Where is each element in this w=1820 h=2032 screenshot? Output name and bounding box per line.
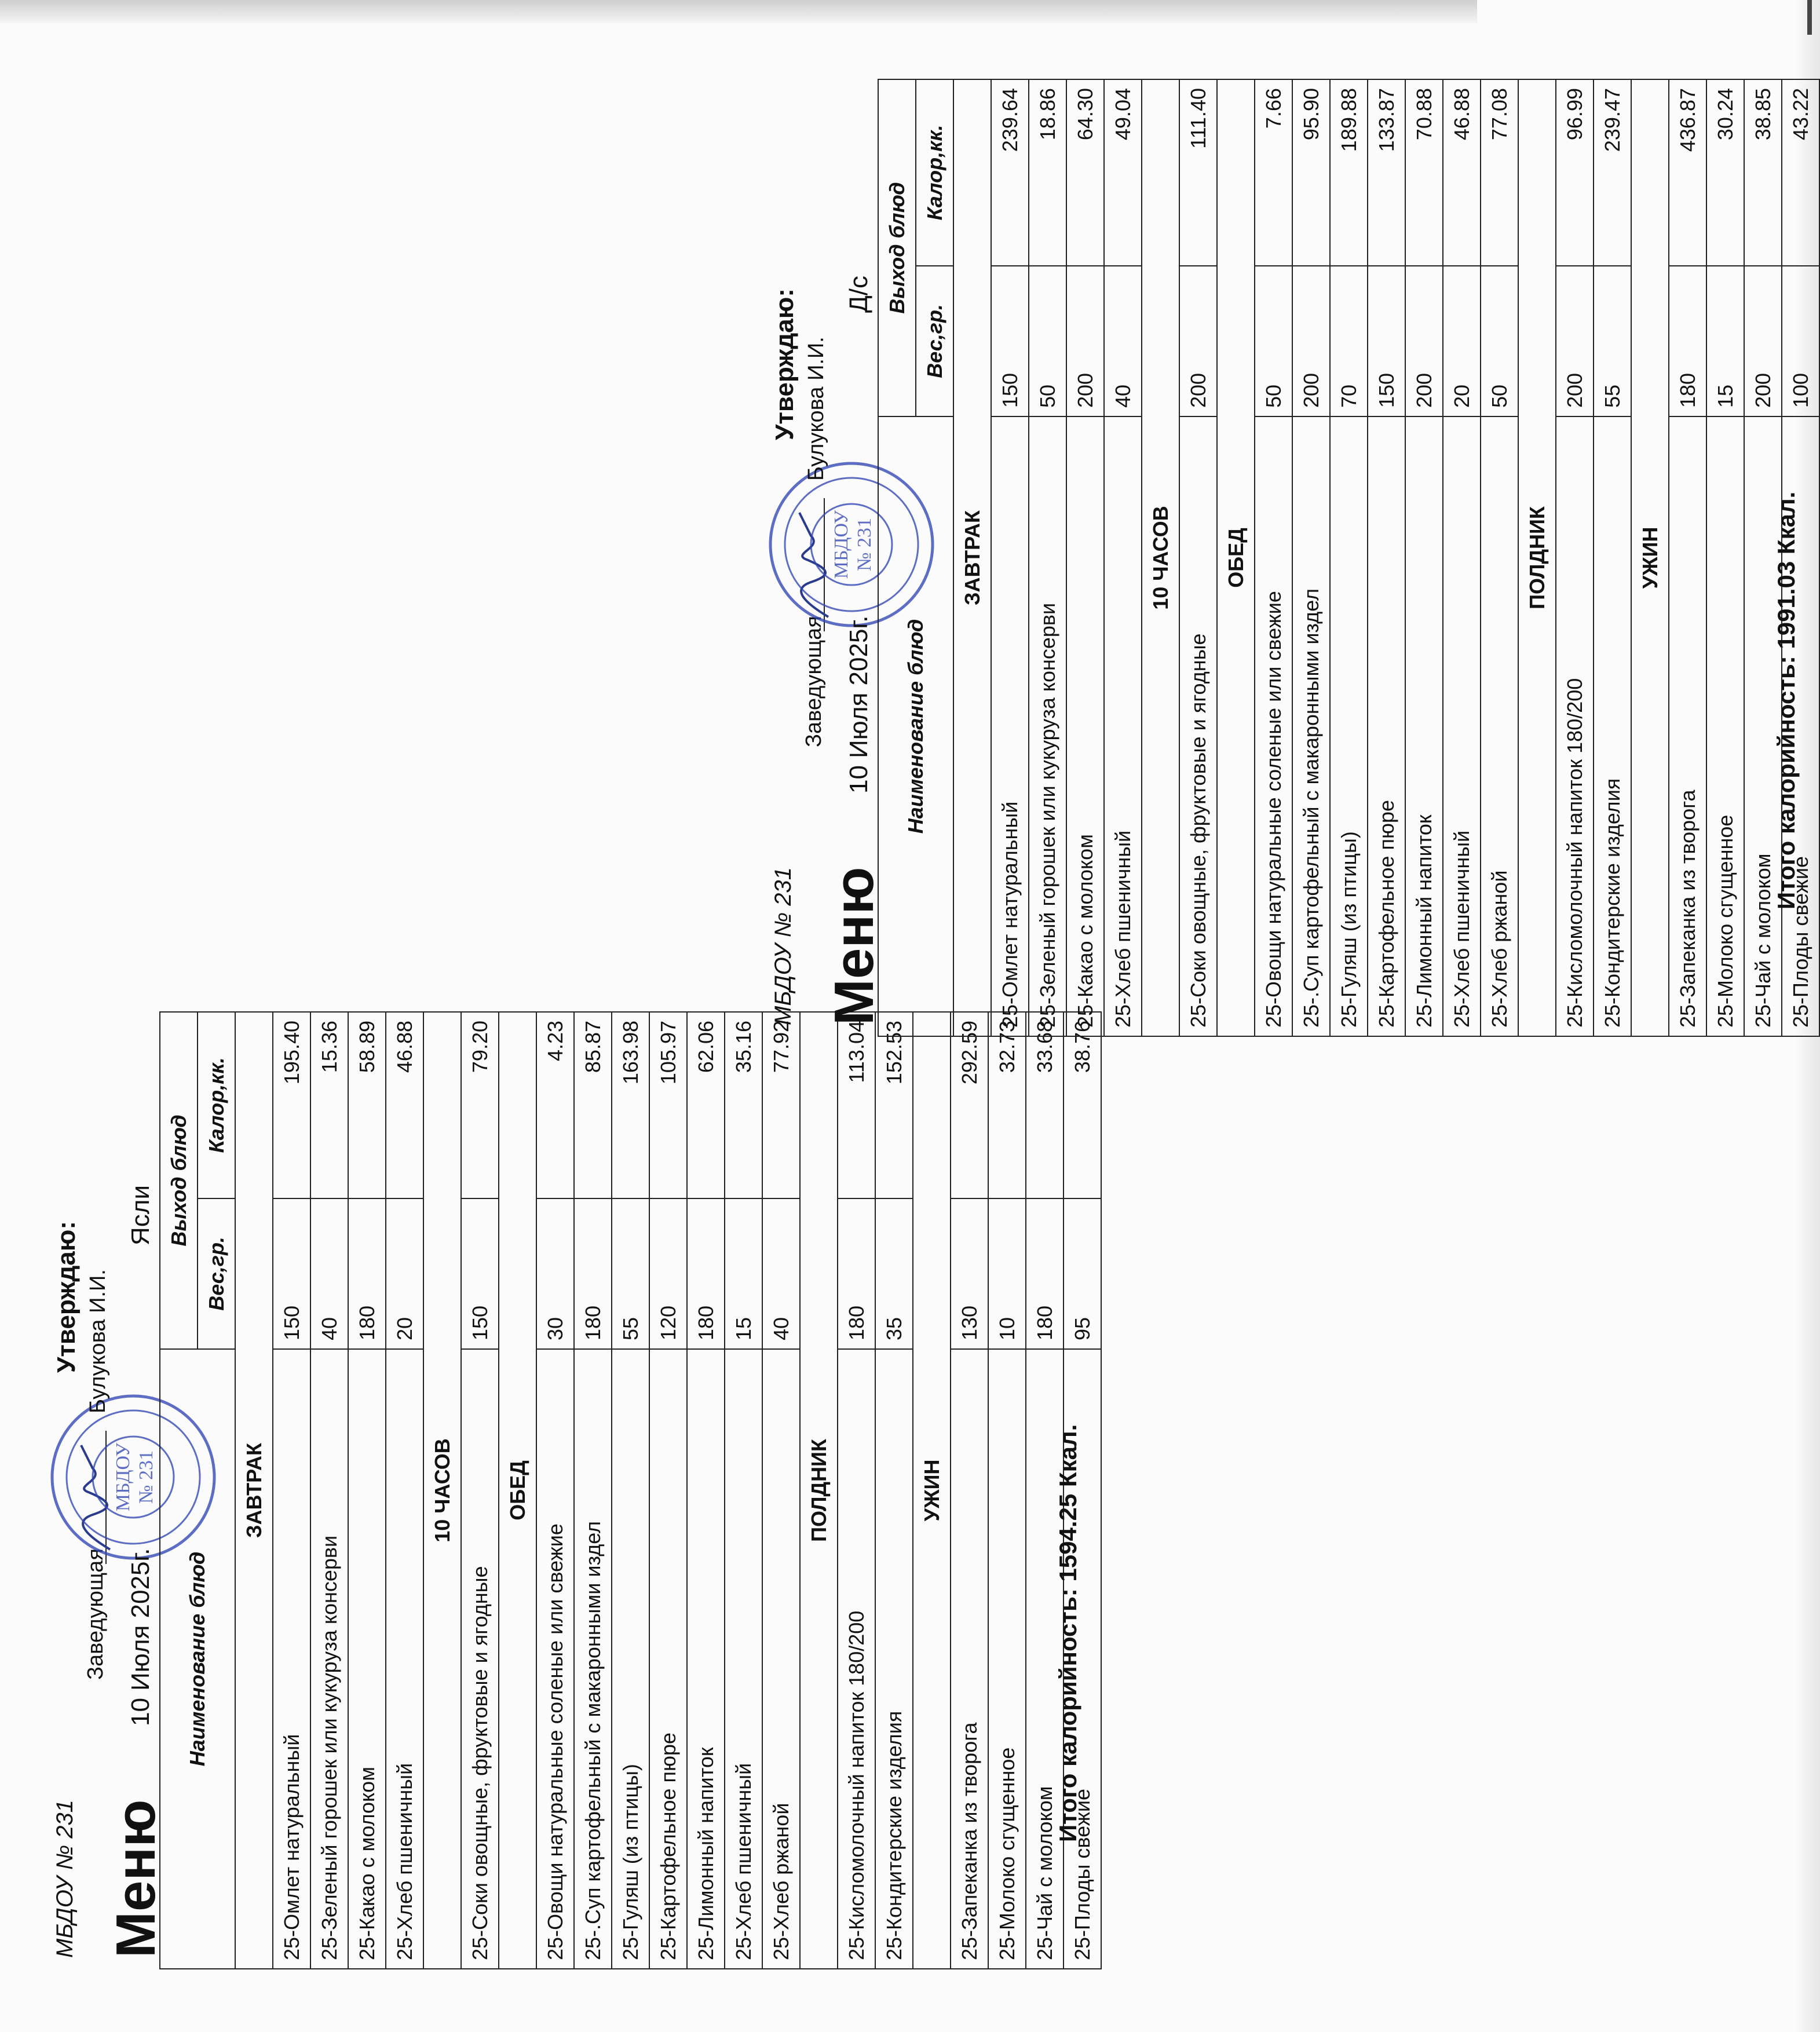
dish-calories: 163.98 bbox=[612, 1012, 649, 1198]
dish-calories: 7.66 bbox=[1255, 79, 1292, 266]
dish-name: 25-Соки овощные, фруктовые и ягодные bbox=[1179, 416, 1217, 1036]
table-row bbox=[1066, 79, 1104, 1036]
dish-weight: 95 bbox=[1064, 1198, 1101, 1349]
section-title: ОБЕД bbox=[499, 1012, 536, 1969]
dish-weight: 40 bbox=[310, 1198, 348, 1349]
dish-name: 25-Кисломолочный напиток 180/200 bbox=[838, 1349, 875, 1969]
dish-weight: 120 bbox=[649, 1198, 687, 1349]
menu-date: 10 Июля 2025г. bbox=[126, 1548, 155, 1726]
dish-weight: 200 bbox=[1556, 266, 1594, 416]
dish-calories: 85.87 bbox=[574, 1012, 612, 1198]
table-row bbox=[1179, 79, 1217, 1036]
dish-calories: 239.47 bbox=[1594, 79, 1631, 266]
dish-calories: 70.88 bbox=[1405, 79, 1443, 266]
dish-weight: 200 bbox=[1066, 266, 1104, 416]
table-row bbox=[386, 1012, 423, 1969]
dish-weight: 200 bbox=[1744, 266, 1782, 416]
dish-name: 25-Кондитерские изделия bbox=[1594, 416, 1631, 1036]
section-title: УЖИН bbox=[913, 1012, 951, 1969]
table-row bbox=[1330, 79, 1368, 1036]
table-row bbox=[273, 1012, 310, 1969]
scan-mark bbox=[1807, 0, 1812, 35]
dish-name: 25-Молоко сгущенное bbox=[988, 1349, 1026, 1969]
dish-name: 25-Картофельное пюре bbox=[649, 1349, 687, 1969]
dish-calories: 77.92 bbox=[762, 1012, 800, 1198]
dish-calories: 436.87 bbox=[1669, 79, 1706, 266]
dish-calories: 30.24 bbox=[1706, 79, 1744, 266]
dish-calories: 79.20 bbox=[461, 1012, 499, 1198]
table-row bbox=[762, 1012, 800, 1969]
group-label: Ясли bbox=[126, 1185, 155, 1245]
dish-name: 25-Чай с молоком bbox=[1744, 416, 1782, 1036]
dish-calories: 62.06 bbox=[687, 1012, 725, 1198]
table-row bbox=[1368, 79, 1405, 1036]
school-name: МБДОУ № 231 bbox=[52, 1800, 78, 1958]
total-calories: Итого калорийность: 1991.03 Ккал. bbox=[1773, 491, 1800, 909]
dish-calories: 105.97 bbox=[649, 1012, 687, 1198]
table-row bbox=[348, 1012, 386, 1969]
head-label: Заведующая bbox=[83, 1548, 108, 1680]
dish-weight: 200 bbox=[1405, 266, 1443, 416]
table-row bbox=[612, 1012, 649, 1969]
approve-label: Утверждаю: bbox=[52, 1221, 81, 1373]
menu-table bbox=[878, 79, 1820, 1037]
dish-calories: 38.85 bbox=[1744, 79, 1782, 266]
dish-name: 25-.Суп картофельный с макаронными издел bbox=[1292, 416, 1330, 1036]
table-row bbox=[1405, 79, 1443, 1036]
dish-weight: 150 bbox=[461, 1198, 499, 1349]
dish-calories: 133.87 bbox=[1368, 79, 1405, 266]
table-row bbox=[1104, 79, 1142, 1036]
col-weight: Вес,гр. bbox=[198, 1198, 235, 1349]
section-title: ЗАВТРАК bbox=[235, 1012, 273, 1969]
dish-weight: 150 bbox=[991, 266, 1029, 416]
table-row bbox=[536, 1012, 574, 1969]
dish-name: 25-Овощи натуральные соленые или свежие bbox=[536, 1349, 574, 1969]
dish-weight: 150 bbox=[273, 1198, 310, 1349]
dish-weight: 20 bbox=[386, 1198, 423, 1349]
dish-weight: 180 bbox=[687, 1198, 725, 1349]
dish-name: 25-Хлеб ржаной bbox=[762, 1349, 800, 1969]
table-row bbox=[1706, 79, 1744, 1036]
dish-name: 25-Омлет натуральный bbox=[273, 1349, 310, 1969]
dish-weight: 40 bbox=[1104, 266, 1142, 416]
dish-weight: 180 bbox=[1026, 1198, 1064, 1349]
table-row bbox=[461, 1012, 499, 1969]
dish-weight: 15 bbox=[725, 1198, 762, 1349]
dish-weight: 180 bbox=[574, 1198, 612, 1349]
total-calories: Итого калорийность: 1594.25 Ккал. bbox=[1054, 1424, 1081, 1842]
dish-name: 25-.Суп картофельный с макаронными издел bbox=[574, 1349, 612, 1969]
section-title: 10 ЧАСОВ bbox=[423, 1012, 461, 1969]
dish-calories: 113.04 bbox=[838, 1012, 875, 1198]
table-row bbox=[574, 1012, 612, 1969]
menu-sheet-kindergarten bbox=[770, 79, 1812, 1037]
table-row bbox=[838, 1012, 875, 1969]
dish-calories: 38.76 bbox=[1064, 1012, 1101, 1198]
dish-calories: 43.22 bbox=[1782, 79, 1819, 266]
dish-name: 25-Хлеб пшеничный bbox=[725, 1349, 762, 1969]
dish-name: 25-Запеканка из творога bbox=[1669, 416, 1706, 1036]
table-row bbox=[687, 1012, 725, 1969]
dish-name: 25-Хлеб ржаной bbox=[1481, 416, 1518, 1036]
dish-calories: 111.40 bbox=[1179, 79, 1217, 266]
director-name: Булукова И.И. bbox=[86, 1269, 110, 1413]
dish-weight: 50 bbox=[1255, 266, 1292, 416]
dish-name: 25-Плоды свежие bbox=[1064, 1349, 1101, 1969]
section-title: ОБЕД bbox=[1217, 79, 1255, 1036]
approve-label: Утверждаю: bbox=[770, 288, 799, 440]
dish-calories: 58.89 bbox=[348, 1012, 386, 1198]
dish-name: 25-Зеленый горошек или кукуруза консерви bbox=[1029, 416, 1066, 1036]
dish-calories: 292.59 bbox=[951, 1012, 988, 1198]
dish-calories: 95.90 bbox=[1292, 79, 1330, 266]
dish-weight: 30 bbox=[536, 1198, 574, 1349]
dish-calories: 46.88 bbox=[1443, 79, 1481, 266]
dish-name: 25-Хлеб пшеничный bbox=[386, 1349, 423, 1969]
dish-weight: 100 bbox=[1782, 266, 1819, 416]
dish-name: 25-Картофельное пюре bbox=[1368, 416, 1405, 1036]
table-row bbox=[991, 79, 1029, 1036]
stamp-number: № 231 bbox=[136, 1450, 157, 1504]
dish-weight: 40 bbox=[762, 1198, 800, 1349]
dish-calories: 64.30 bbox=[1066, 79, 1104, 266]
dish-calories: 77.08 bbox=[1481, 79, 1518, 266]
dish-name: 25-Запеканка из творога bbox=[951, 1349, 988, 1969]
dish-calories: 189.88 bbox=[1330, 79, 1368, 266]
table-row bbox=[1029, 79, 1066, 1036]
section-title: ПОЛДНИК bbox=[800, 1012, 838, 1969]
table-row bbox=[1481, 79, 1518, 1036]
dish-weight: 200 bbox=[1179, 266, 1217, 416]
col-output: Выход блюд bbox=[878, 79, 916, 416]
stamp-number: № 231 bbox=[854, 518, 875, 571]
head-label: Заведующая bbox=[802, 616, 826, 747]
dish-name: 25-Овощи натуральные соленые или свежие bbox=[1255, 416, 1292, 1036]
col-calories: Калор,кк. bbox=[198, 1012, 235, 1198]
dish-weight: 20 bbox=[1443, 266, 1481, 416]
dish-weight: 15 bbox=[1706, 266, 1744, 416]
dish-weight: 180 bbox=[348, 1198, 386, 1349]
dish-calories: 195.40 bbox=[273, 1012, 310, 1198]
dish-weight: 180 bbox=[838, 1198, 875, 1349]
dish-weight: 55 bbox=[612, 1198, 649, 1349]
dish-calories: 152.53 bbox=[875, 1012, 913, 1198]
table-row bbox=[1594, 79, 1631, 1036]
scan-top-edge bbox=[0, 0, 1477, 23]
dish-weight: 10 bbox=[988, 1198, 1026, 1349]
stamp-text: МБДОУ bbox=[831, 510, 852, 579]
dish-weight: 55 bbox=[1594, 266, 1631, 416]
dish-weight: 200 bbox=[1292, 266, 1330, 416]
section-title: 10 ЧАСОВ bbox=[1142, 79, 1179, 1036]
dish-calories: 96.99 bbox=[1556, 79, 1594, 266]
table-row bbox=[951, 1012, 988, 1969]
page-title: Меню bbox=[105, 1799, 167, 1958]
col-name: Наименование блюд bbox=[160, 1349, 235, 1969]
col-calories: Калор,кк. bbox=[916, 79, 953, 266]
director-name: Булукова И.И. bbox=[804, 337, 828, 481]
dish-name: 25-Гуляш (из птицы) bbox=[1330, 416, 1368, 1036]
dish-calories: 239.64 bbox=[991, 79, 1029, 266]
dish-name: 25-Чай с молоком bbox=[1026, 1349, 1064, 1969]
table-row bbox=[310, 1012, 348, 1969]
dish-calories: 32.73 bbox=[988, 1012, 1026, 1198]
section-title: ЗАВТРАК bbox=[953, 79, 991, 1036]
col-output: Выход блюд bbox=[160, 1012, 198, 1349]
dish-name: 25-Хлеб пшеничный bbox=[1104, 416, 1142, 1036]
table-row bbox=[1255, 79, 1292, 1036]
table-row bbox=[1443, 79, 1481, 1036]
table-row bbox=[988, 1012, 1026, 1969]
col-weight: Вес,гр. bbox=[916, 266, 953, 416]
dish-name: 25-Хлеб пшеничный bbox=[1443, 416, 1481, 1036]
dish-name: 25-Какао с молоком bbox=[1066, 416, 1104, 1036]
dish-calories: 18.86 bbox=[1029, 79, 1066, 266]
dish-name: 25-Соки овощные, фруктовые и ягодные bbox=[461, 1349, 499, 1969]
dish-name: 25-Молоко сгущенное bbox=[1706, 416, 1744, 1036]
dish-weight: 150 bbox=[1368, 266, 1405, 416]
section-title: ПОЛДНИК bbox=[1518, 79, 1556, 1036]
dish-calories: 35.16 bbox=[725, 1012, 762, 1198]
dish-calories: 15.36 bbox=[310, 1012, 348, 1198]
dish-name: 25-Гуляш (из птицы) bbox=[612, 1349, 649, 1969]
dish-name: 25-Омлет натуральный bbox=[991, 416, 1029, 1036]
table-row bbox=[1556, 79, 1594, 1036]
col-name: Наименование блюд bbox=[878, 416, 953, 1036]
school-name: МБДОУ № 231 bbox=[770, 867, 796, 1025]
dish-name: 25-Кондитерские изделия bbox=[875, 1349, 913, 1969]
table-row bbox=[649, 1012, 687, 1969]
section-title: УЖИН bbox=[1631, 79, 1669, 1036]
dish-name: 25-Какао с молоком bbox=[348, 1349, 386, 1969]
page-title: Меню bbox=[823, 867, 885, 1025]
dish-weight: 180 bbox=[1669, 266, 1706, 416]
dish-name: 25-Зеленый горошек или кукуруза консерви bbox=[310, 1349, 348, 1969]
dish-weight: 35 bbox=[875, 1198, 913, 1349]
dish-calories: 4.23 bbox=[536, 1012, 574, 1198]
menu-date: 10 Июля 2025г. bbox=[845, 615, 873, 794]
table-row bbox=[1292, 79, 1330, 1036]
menu-table bbox=[159, 1011, 1102, 1969]
dish-calories: 33.68 bbox=[1026, 1012, 1064, 1198]
stamp-text: МБДОУ bbox=[112, 1442, 134, 1512]
dish-calories: 49.04 bbox=[1104, 79, 1142, 266]
table-row bbox=[875, 1012, 913, 1969]
dish-name: 25-Кисломолочный напиток 180/200 bbox=[1556, 416, 1594, 1036]
dish-weight: 50 bbox=[1029, 266, 1066, 416]
group-label: Д/с bbox=[845, 275, 873, 313]
menu-sheet-nursery bbox=[52, 1011, 1094, 1969]
dish-calories: 46.88 bbox=[386, 1012, 423, 1198]
dish-name: 25-Плоды свежие bbox=[1782, 416, 1819, 1036]
table-row bbox=[725, 1012, 762, 1969]
dish-weight: 130 bbox=[951, 1198, 988, 1349]
dish-weight: 50 bbox=[1481, 266, 1518, 416]
dish-weight: 70 bbox=[1330, 266, 1368, 416]
table-row bbox=[1669, 79, 1706, 1036]
dish-name: 25-Лимонный напиток bbox=[687, 1349, 725, 1969]
dish-name: 25-Лимонный напиток bbox=[1405, 416, 1443, 1036]
